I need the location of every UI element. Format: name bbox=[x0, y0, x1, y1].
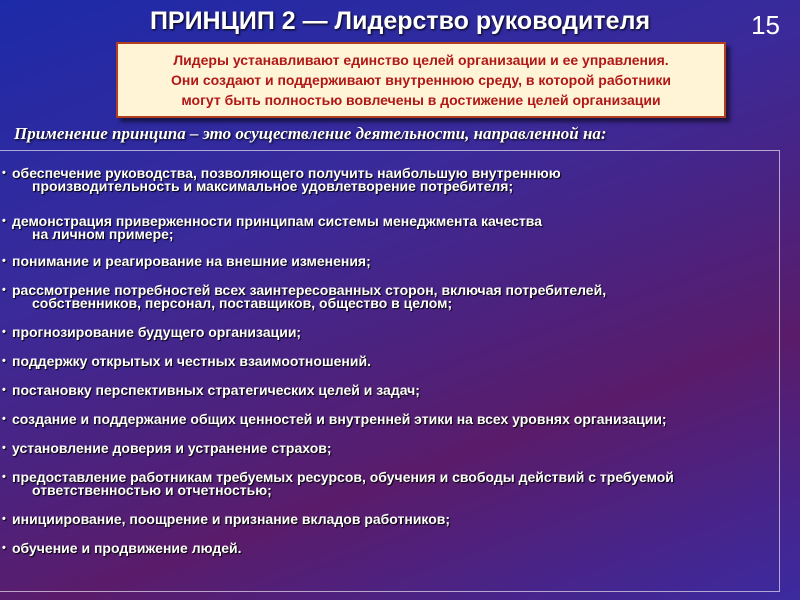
list-item bbox=[0, 471, 684, 497]
item-line: постановку перспективных стратегических целей и задач; bbox=[12, 382, 420, 398]
item-line: инициирование, поощрение и признание вкладов работников; bbox=[12, 511, 451, 527]
slide-title: ПРИНЦИП 2 — Лидерство руководителя bbox=[149, 6, 651, 35]
list-item bbox=[0, 384, 430, 397]
list-item bbox=[0, 442, 342, 455]
bullet-icon: • bbox=[2, 284, 6, 296]
item-line: установление доверия и устранение страхов; bbox=[12, 440, 332, 456]
bullet-icon: • bbox=[2, 413, 6, 425]
definition-line: Они создают и поддерживают внутреннюю среду, в которой работники bbox=[170, 72, 671, 88]
item-line: рассмотрение потребностей всех заинтересованных сторон, включая потребителей, bbox=[12, 282, 607, 298]
item-line-continued: собственников, персонал, поставщиков, общество в целом; bbox=[32, 295, 453, 311]
subtitle: Применение принципа – это осуществление деятельности, направленной на: bbox=[14, 124, 607, 143]
item-line: понимание и реагирование на внешние изменения; bbox=[12, 253, 371, 269]
list-item bbox=[0, 255, 381, 268]
bullet-icon: • bbox=[2, 215, 6, 227]
list-item bbox=[0, 284, 616, 310]
definition-box bbox=[116, 42, 726, 118]
list-item bbox=[0, 326, 311, 339]
bullet-icon: • bbox=[2, 442, 6, 454]
definition-line: могут быть полностью вовлечены в достижение целей организации bbox=[181, 92, 661, 108]
item-line: обучение и продвижение людей. bbox=[12, 540, 242, 556]
bullet-icon: • bbox=[2, 255, 6, 267]
list-item bbox=[0, 413, 677, 426]
list-item bbox=[0, 355, 381, 368]
page-number: 15 bbox=[751, 10, 780, 40]
bullet-icon: • bbox=[2, 384, 6, 396]
item-line-continued: на личном примере; bbox=[32, 226, 174, 242]
bullet-icon: • bbox=[2, 471, 6, 483]
bullet-icon: • bbox=[2, 167, 6, 179]
item-line: создание и поддержание общих ценностей и внутренней этики на всех уровнях организации; bbox=[12, 411, 667, 427]
list-item bbox=[0, 542, 252, 555]
item-line-continued: производительность и максимальное удовлетворение потребителя; bbox=[32, 178, 514, 194]
bullet-icon: • bbox=[2, 326, 6, 338]
bullet-icon: • bbox=[2, 542, 6, 554]
item-line: демонстрация приверженности принципам системы менеджмента качества bbox=[12, 213, 543, 229]
bullet-icon: • bbox=[2, 513, 6, 525]
item-line: поддержку открытых и честных взаимоотношений. bbox=[12, 353, 371, 369]
definition-line: Лидеры устанавливают единство целей организации и ее управления. bbox=[173, 52, 669, 68]
item-line: предоставление работникам требуемых ресурсов, обучения и свободы действий с требуемой bbox=[12, 469, 674, 485]
list-panel bbox=[0, 150, 780, 592]
item-line-continued: ответственностью и отчетностью; bbox=[32, 482, 272, 498]
list-item bbox=[0, 167, 571, 193]
item-line: обеспечение руководства, позволяющего получить наибольшую внутреннюю bbox=[12, 165, 561, 181]
slide-header bbox=[0, 0, 800, 42]
bullet-icon: • bbox=[2, 355, 6, 367]
list-item bbox=[0, 513, 460, 526]
item-line: прогнозирование будущего организации; bbox=[12, 324, 302, 340]
list-item bbox=[0, 215, 552, 241]
